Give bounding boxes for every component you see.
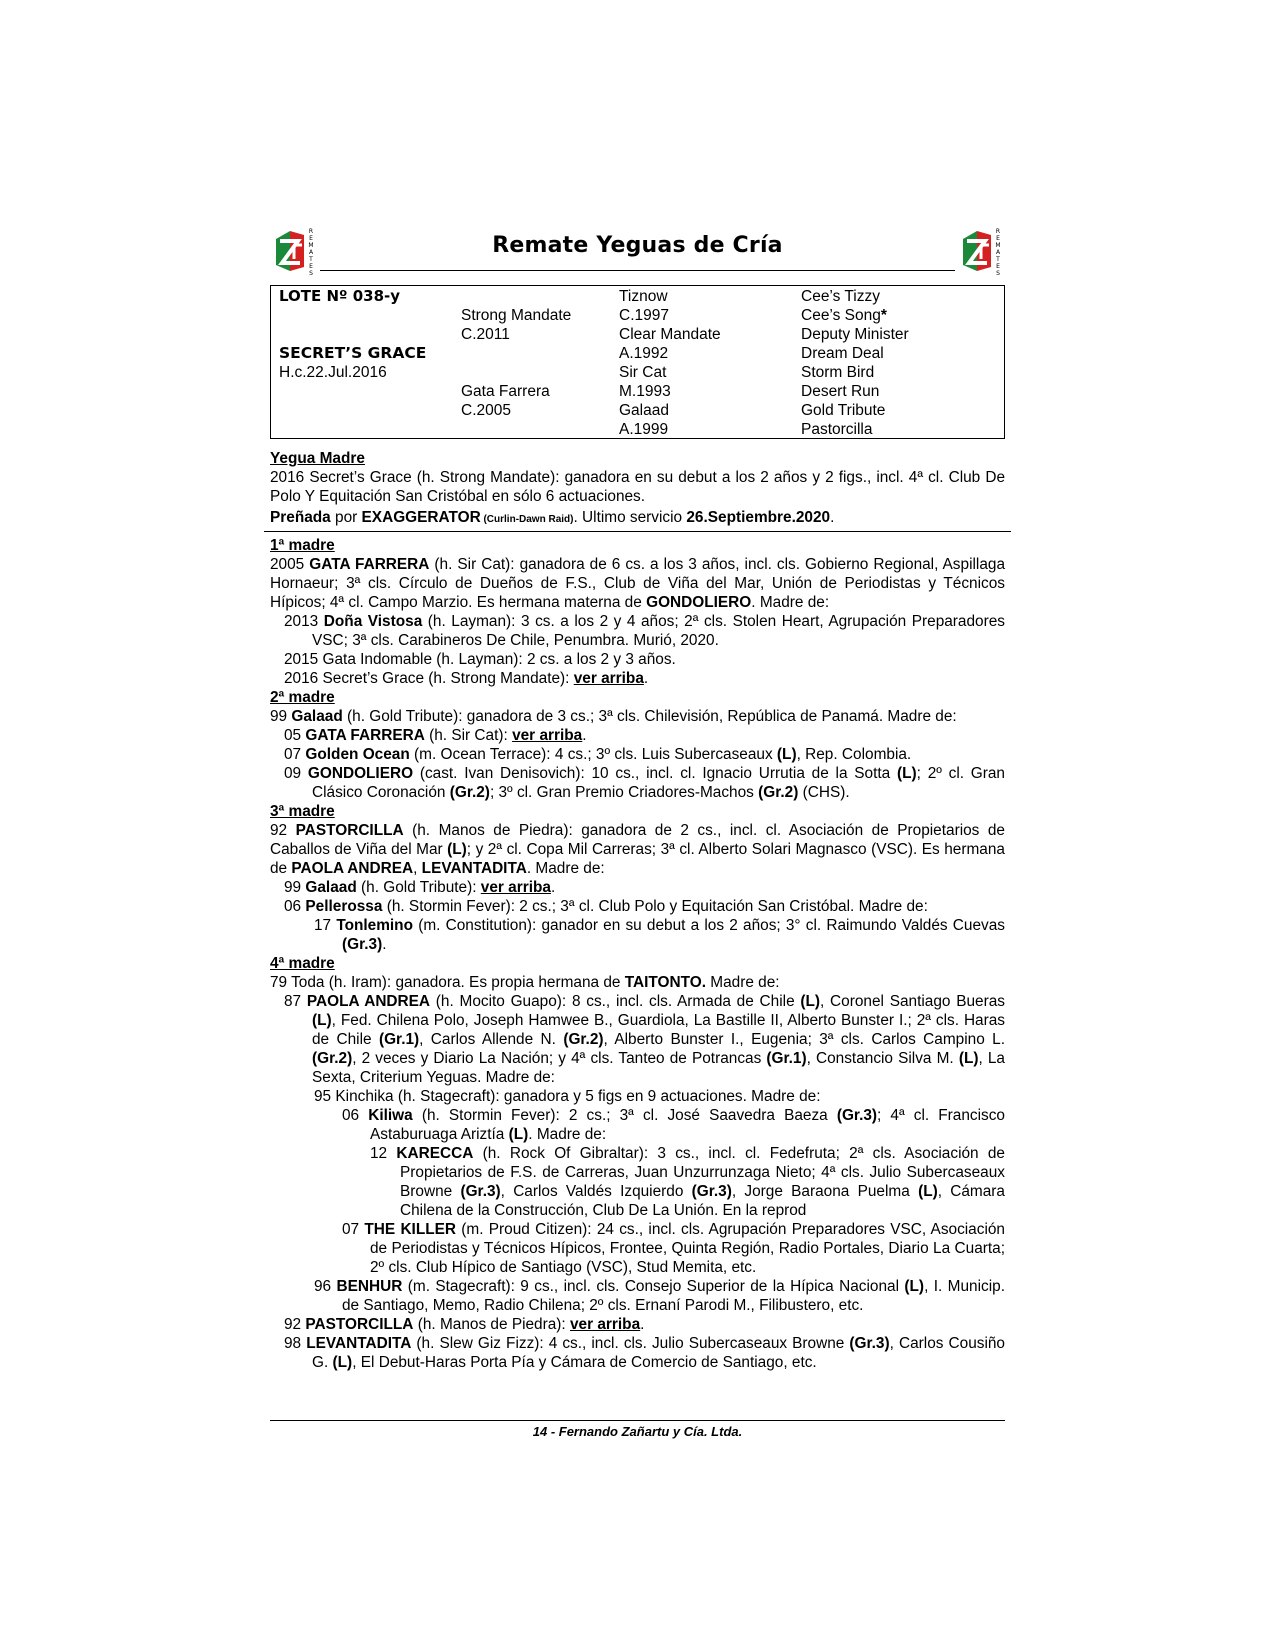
section-divider	[264, 531, 1011, 532]
pregnancy-line: Preñada por EXAGGERATOR (Curlin-Dawn Raid). Ultimo servicio 26.Septiembre.2020.	[270, 509, 835, 526]
offspring-entry: 2013 Doña Vistosa (h. Layman): 3 cs. a los 2 y 4 años; 2ª cls. Stolen Heart, Agrupación Preparadores VSC; 3ª cls. Carabineros De Chile, Penumbra. Murió, 2020.	[284, 613, 1005, 649]
pedigree-gen3: Dream Deal	[801, 345, 884, 362]
madre-3-intro: 92 PASTORCILLA (h. Manos de Piedra): ganadora de 2 cs., incl. cl. Asociación de Propietarios de Caballos de Viña del Mar (L); y 2ª cl. Copa Mil Carreras; 3ª cl. Alberto Solari Magnasco (VSC). Es hermana de PAOLA ANDREA, LEVANTADITA. Madre de:	[270, 822, 1005, 877]
pedigree-box	[270, 285, 1005, 439]
svg-text:E: E	[996, 263, 1000, 270]
horse-name: SECRET’S GRACE	[279, 344, 427, 362]
offspring-entry: 87 PAOLA ANDREA (h. Mocito Guapo): 8 cs., incl. cls. Armada de Chile (L), Coronel Santiago Bueras (L), Fed. Chilena Polo, Joseph Hamwee B., Guardiola, La Bastille II, Alberto Bunster I.; 2ª cls. Haras de Chile (Gr.1), Carlos Allende N. (Gr.2), Alberto Bunster I., Eugenia; 3ª cls. Carlos Campino L. (Gr.2), 2 veces y Diario La Nación; y 4ª cls. Tanteo de Potrancas (Gr.1), Constancio Silva M. (L), La Sexta, Criterium Yeguas. Madre de:	[284, 993, 1005, 1086]
offspring-entry: 2015 Gata Indomable (h. Layman): 2 cs. a los 2 y 3 años.	[284, 651, 676, 668]
section-heading-madre-4: 4ª madre	[270, 955, 335, 972]
svg-text:M: M	[308, 242, 314, 249]
yegua-madre-text: 2016 Secret’s Grace (h. Strong Mandate): ganadora en su debut a los 2 años y 2 figs., incl. 4ª cl. Club De Polo Y Equitación San Cristóbal en sólo 6 actuaciones.	[270, 469, 1005, 505]
offspring-entry: 92 PASTORCILLA (h. Manos de Piedra): ver arriba.	[284, 1316, 645, 1333]
offspring-entry: 09 GONDOLIERO (cast. Ivan Denisovich): 10 cs., incl. cl. Ignacio Urrutia de la Sotta (L); 2º cl. Gran Clásico Coronación (Gr.2); 3º cl. Gran Premio Criadores-Machos (Gr.2) (CHS).	[284, 765, 1005, 801]
pedigree-gen3: Gold Tribute	[801, 402, 886, 419]
pedigree-gen3: Pastorcilla	[801, 421, 873, 438]
offspring-entry: 95 Kinchika (h. Stagecraft): ganadora y 5 figs en 9 actuaciones. Madre de:	[314, 1088, 821, 1105]
offspring-entry: 07 THE KILLER (m. Proud Citizen): 24 cs., incl. cls. Agrupación Preparadores VSC, Asociación de Periodistas y Técnicos Hípicos, Frontee, Quinta Región, Radio Portales, Diario La Cuarta; 2º cls. Club Hípico de Santiago (VSC), Stud Memita, etc.	[342, 1221, 1005, 1276]
svg-text:E: E	[309, 235, 313, 242]
svg-text:A: A	[995, 249, 1001, 256]
header-rule	[320, 270, 955, 271]
svg-text:S: S	[309, 270, 313, 277]
madre-2-intro: 99 Galaad (h. Gold Tribute): ganadora de 3 cs.; 3ª cls. Chilevisión, República de Panamá. Madre de:	[270, 708, 957, 725]
svg-text:E: E	[309, 263, 313, 270]
pedigree-gen2-name: Clear Mandate	[619, 326, 721, 343]
pedigree-gen3: Cee’s Song*	[801, 307, 887, 324]
svg-text:M: M	[995, 242, 1001, 249]
offspring-entry: 99 Galaad (h. Gold Tribute): ver arriba.	[284, 879, 556, 896]
document-page	[270, 225, 1005, 1372]
pedigree-gen3: Cee’s Tizzy	[801, 288, 880, 305]
page-title: Remate Yeguas de Cría	[492, 233, 783, 258]
offspring-entry: 2016 Secret’s Grace (h. Strong Mandate): ver arriba.	[284, 670, 649, 687]
pedigree-gen3: Storm Bird	[801, 364, 875, 381]
remates-logo-right	[959, 225, 1003, 277]
footer-rule	[270, 1420, 1005, 1421]
sire-info: C.2011	[461, 326, 510, 343]
ver-arriba-ref: ver arriba	[512, 727, 583, 744]
lote-number: LOTE Nº 038-y	[279, 287, 401, 305]
offspring-entry: 17 Tonlemino (m. Constitution): ganador en su debut a los 2 años; 3° cl. Raimundo Valdés Cuevas (Gr.3).	[314, 917, 1005, 953]
svg-text:S: S	[996, 270, 1000, 277]
offspring-entry: 05 GATA FARRERA (h. Sir Cat): ver arriba.	[284, 727, 587, 744]
section-heading-madre-1: 1ª madre	[270, 537, 335, 554]
pedigree-gen2-name: Tiznow	[619, 288, 668, 305]
svg-text:E: E	[996, 235, 1000, 242]
remates-logo-left	[272, 225, 316, 277]
svg-text:A: A	[308, 249, 314, 256]
svg-text:R: R	[995, 228, 1001, 235]
offspring-entry: 98 LEVANTADITA (h. Slew Giz Fizz): 4 cs., incl. cls. Julio Subercaseaux Browne (Gr.3), Carlos Cousiño G. (L), El Debut-Haras Porta Pía y Cámara de Comercio de Santiago, etc.	[284, 1335, 1005, 1371]
pedigree-gen2-name: Sir Cat	[619, 364, 667, 381]
offspring-entry: 06 Pellerossa (h. Stormin Fever): 2 cs.; 3ª cl. Club Polo y Equitación San Cristóbal. Madre de:	[284, 898, 928, 915]
section-heading-madre-3: 3ª madre	[270, 803, 335, 820]
pedigree-gen2-info: A.1992	[619, 345, 669, 362]
ver-arriba-ref: ver arriba	[480, 879, 551, 896]
pedigree-gen3: Desert Run	[801, 383, 880, 400]
pedigree-gen3: Deputy Minister	[801, 326, 909, 343]
body-text	[270, 449, 1005, 1372]
svg-text:T: T	[309, 256, 313, 263]
dam-name: Gata Farrera	[461, 383, 550, 400]
pedigree-gen2-info: C.1997	[619, 307, 669, 324]
offspring-entry: 06 Kiliwa (h. Stormin Fever): 2 cs.; 3ª cl. José Saavedra Baeza (Gr.3); 4ª cl. Francisco Astaburuaga Ariztía (L). Madre de:	[342, 1107, 1005, 1143]
pedigree-gen2-info: A.1999	[619, 421, 669, 438]
svg-text:T: T	[996, 256, 1000, 263]
sire-name: Strong Mandate	[461, 307, 572, 324]
svg-text:R: R	[308, 228, 314, 235]
section-heading-madre-2: 2ª madre	[270, 689, 335, 706]
horse-info: H.c.22.Jul.2016	[279, 364, 387, 381]
page-header	[270, 225, 1005, 281]
page-footer: 14 - Fernando Zañartu y Cía. Ltda.	[532, 1424, 743, 1439]
ver-arriba-ref: ver arriba	[569, 1316, 641, 1333]
offspring-entry: 07 Golden Ocean (m. Ocean Terrace): 4 cs.; 3º cls. Luis Subercaseaux (L), Rep. Colombia.	[284, 746, 912, 763]
pedigree-star: *	[880, 307, 887, 324]
pedigree-gen2-info: M.1993	[619, 383, 671, 400]
pedigree-gen2-name: Galaad	[619, 402, 669, 419]
offspring-entry: 96 BENHUR (m. Stagecraft): 9 cs., incl. cls. Consejo Superior de la Hípica Nacional (L), I. Municip. de Santiago, Memo, Radio Chilena; 2º cls. Ernaní Parodi M., Filibustero, etc.	[314, 1278, 1005, 1314]
madre-1-intro: 2005 GATA FARRERA (h. Sir Cat): ganadora de 6 cs. a los 3 años, incl. cls. Gobierno Regional, Aspillaga Hornaeur; 3ª cls. Círculo de Dueños de F.S., Club de Viña del Mar, Unión de Periodistas y Técnicos Hípicos; 4ª cl. Campo Marzio. Es hermana materna de GONDOLIERO. Madre de:	[270, 556, 1005, 611]
offspring-entry: 12 KARECCA (h. Rock Of Gibraltar): 3 cs., incl. cl. Fedefruta; 2ª cls. Asociación de Propietarios de F.S. de Carreras, Juan Unzurrunzaga Nieto; 4ª cls. Julio Subercaseaux Browne (Gr.3), Carlos Valdés Izquierdo (Gr.3), Jorge Baraona Puelma (L), Cámara Chilena de la Construcción, Club De La Unión. En la reprod	[370, 1145, 1005, 1219]
ver-arriba-ref: ver arriba	[573, 670, 644, 687]
section-heading-yegua-madre: Yegua Madre	[270, 450, 365, 467]
madre-4-intro: 79 Toda (h. Iram): ganadora. Es propia hermana de TAITONTO. Madre de:	[270, 974, 780, 991]
dam-info: C.2005	[461, 402, 511, 419]
